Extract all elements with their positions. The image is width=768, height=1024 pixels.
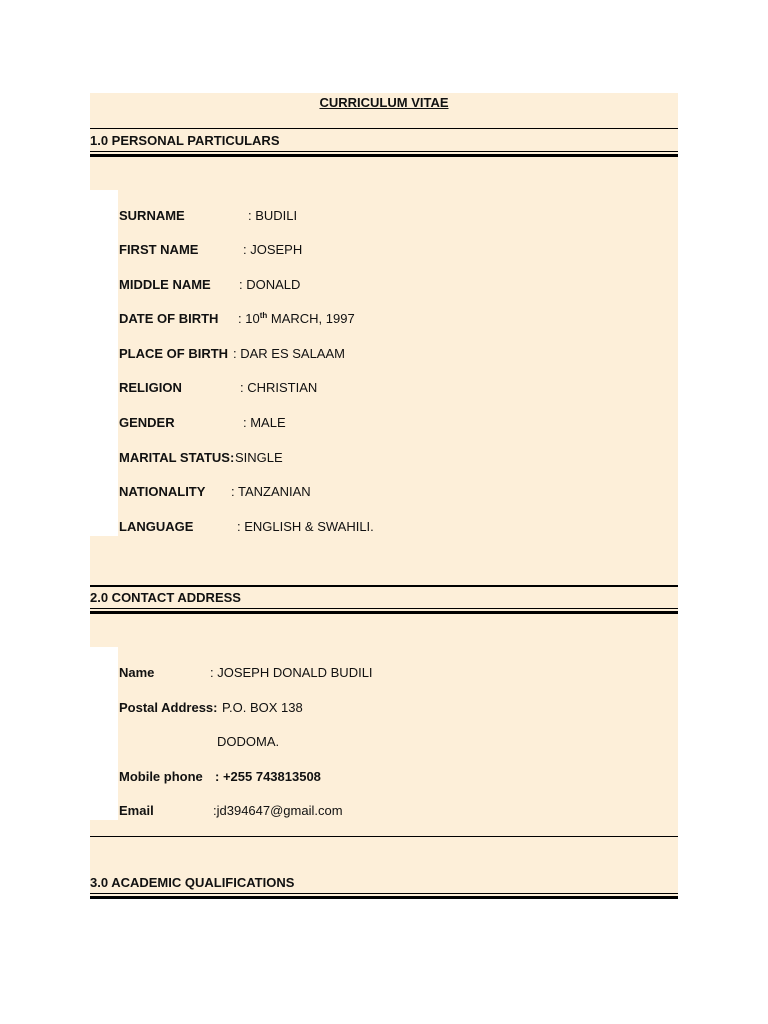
divider	[90, 611, 678, 614]
place-of-birth-label: PLACE OF BIRTH	[119, 346, 229, 361]
divider	[90, 585, 678, 587]
language-value: : ENGLISH & SWAHILI.	[237, 519, 374, 534]
contact-name-label: Name	[119, 665, 155, 680]
document-title: CURRICULUM VITAE	[319, 95, 449, 110]
religion-value: : CHRISTIAN	[240, 380, 318, 395]
gender-value: : MALE	[243, 415, 286, 430]
section-contact-heading: 2.0 CONTACT ADDRESS	[90, 590, 241, 605]
place-of-birth-value: : DAR ES SALAAM	[233, 346, 345, 361]
mobile-phone-label: Mobile phone	[119, 769, 203, 784]
nationality-value: : TANZANIAN	[231, 484, 311, 499]
contact-name-value: : JOSEPH DONALD BUDILI	[210, 665, 373, 680]
postal-address-label: Postal Address:	[119, 700, 218, 715]
divider	[90, 608, 678, 609]
marital-status-label: MARITAL STATUS:	[119, 450, 235, 465]
divider	[90, 836, 678, 837]
middle-name-value: : DONALD	[239, 277, 301, 292]
divider	[90, 128, 678, 129]
divider	[90, 893, 678, 894]
email-value: :jd394647@gmail.com	[213, 803, 343, 818]
divider	[90, 151, 678, 152]
first-name-value: : JOSEPH	[243, 242, 303, 257]
dob-ordinal: th	[259, 311, 268, 320]
divider	[90, 154, 678, 157]
nationality-label: NATIONALITY	[119, 484, 206, 499]
dob-value	[238, 311, 355, 327]
marital-status-value: SINGLE	[235, 450, 283, 465]
email-label: Email	[119, 803, 154, 818]
divider	[90, 896, 678, 899]
postal-address-line2: DODOMA.	[217, 734, 280, 749]
dob-day: : 10	[238, 311, 260, 326]
dob-label: DATE OF BIRTH	[119, 311, 219, 326]
section-academic-heading: 3.0 ACADEMIC QUALIFICATIONS	[90, 875, 295, 890]
surname-label: SURNAME	[119, 208, 185, 223]
religion-label: RELIGION	[119, 380, 182, 395]
gender-label: GENDER	[119, 415, 175, 430]
middle-name-label: MIDDLE NAME	[119, 277, 211, 292]
section-personal-heading: 1.0 PERSONAL PARTICULARS	[90, 133, 280, 148]
language-label: LANGUAGE	[119, 519, 194, 534]
dob-month-year: MARCH, 1997	[267, 311, 355, 326]
postal-address-value: P.O. BOX 138	[222, 700, 303, 715]
surname-value: : BUDILI	[248, 208, 298, 223]
mobile-phone-value: : +255 743813508	[215, 769, 321, 784]
first-name-label: FIRST NAME	[119, 242, 199, 257]
contact-shade	[118, 647, 678, 820]
